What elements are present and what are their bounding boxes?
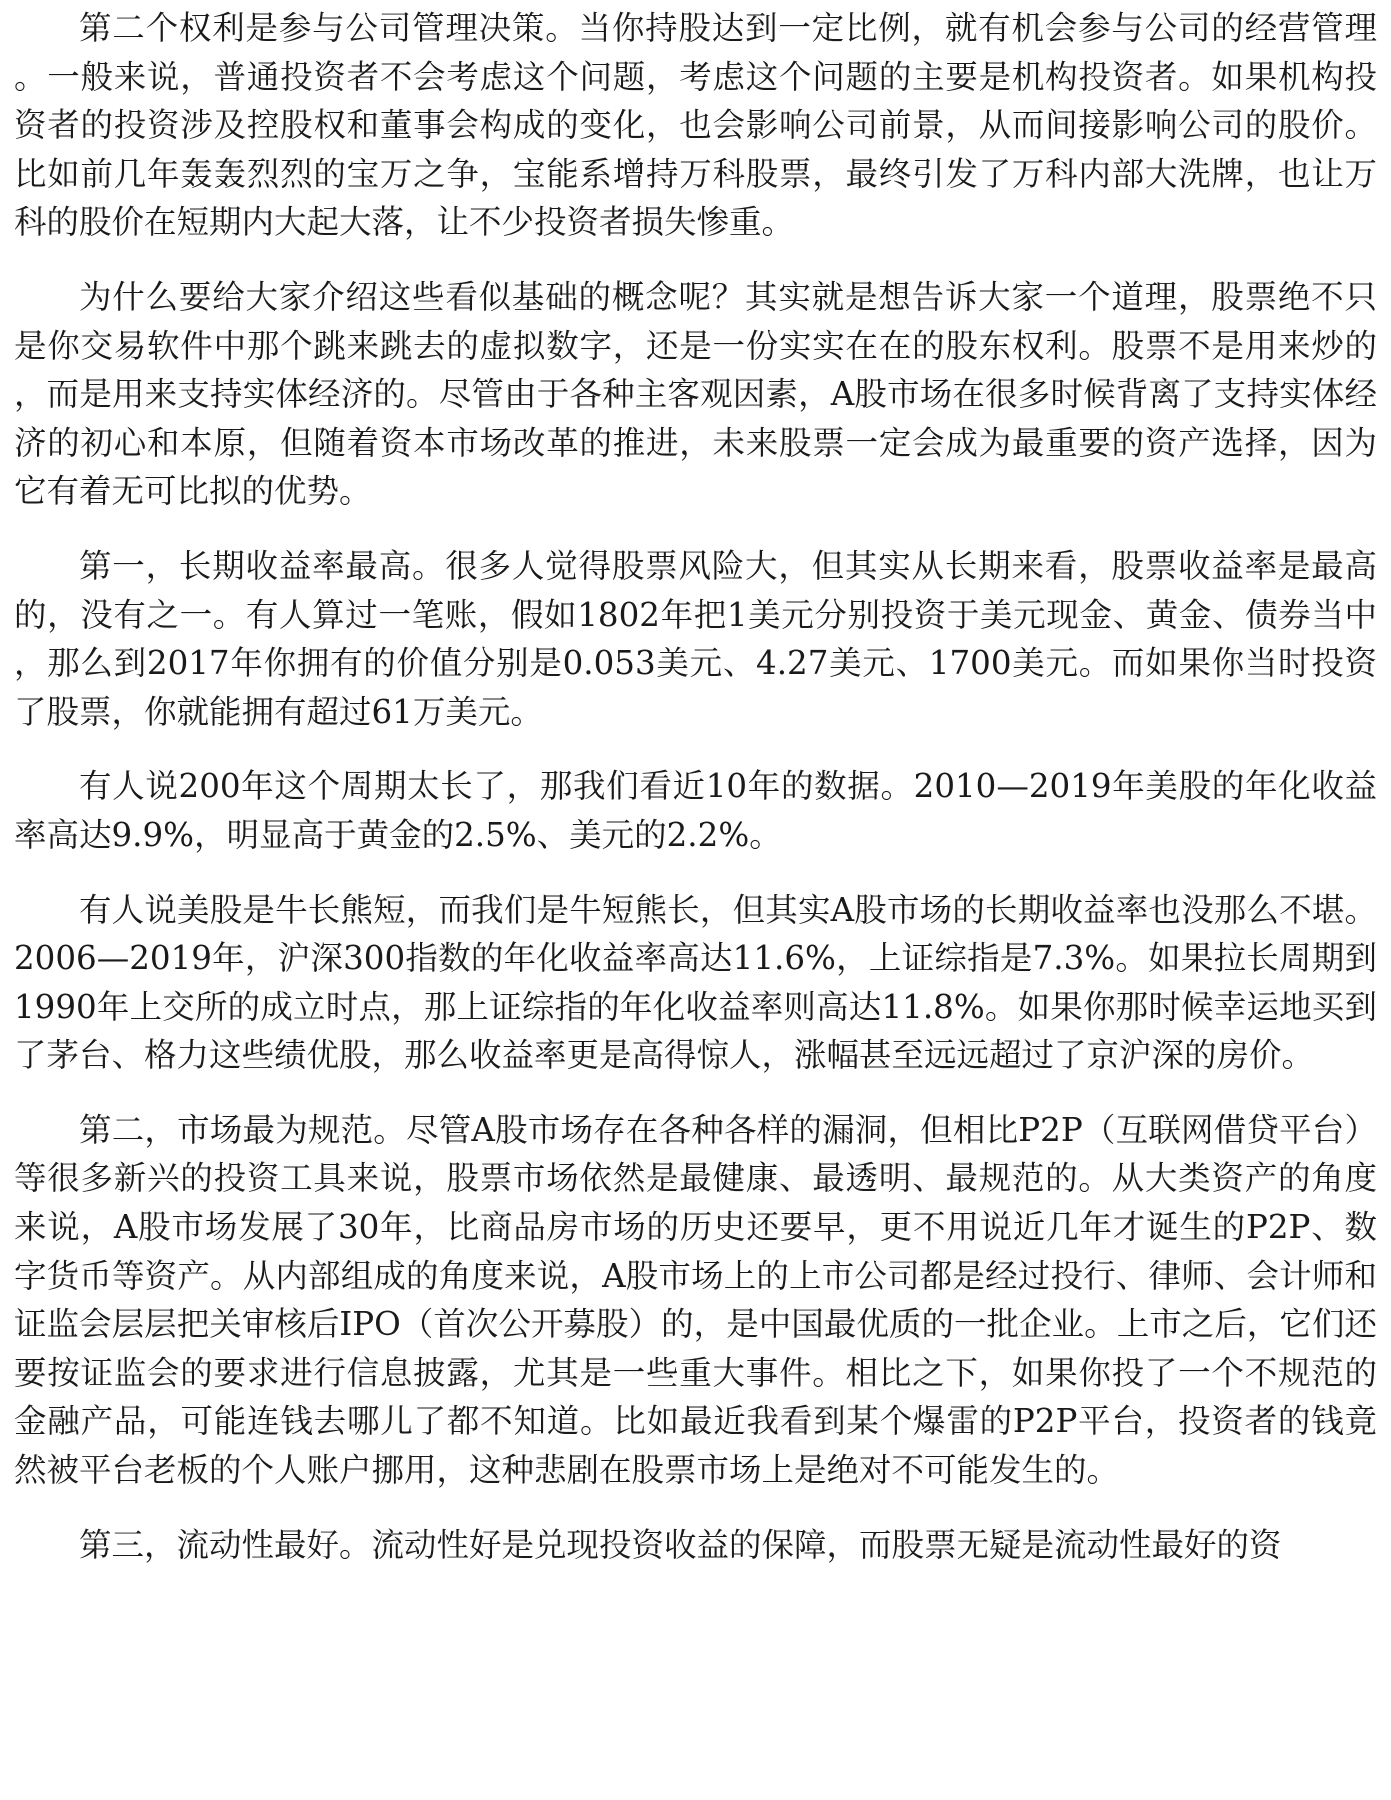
paragraph-second-most-regulated: 第二，市场最为规范。尽管A股市场存在各种各样的漏洞，但相比P2P（互联网借贷平台）等很多新兴的投资工具来说，股票市场依然是最健康、最透明、最规范的。从大类资产的角度来说，A股市场发展了30年，比商品房市场的历史还要早，更不用说近几年才诞生的P2P、数字货币等资产。从内部组成的角度来说，A股市场上的上市公司都是经过投行、律师、会计师和证监会层层把关审核后IPO（首次公开募股）的，是中国最优质的一批企业。上市之后，它们还要按证监会的要求进行信息披露，尤其是一些重大事件。相比之下，如果你投了一个不规范的金融产品，可能连钱去哪儿了都不知道。比如最近我看到某个爆雷的P2P平台，投资者的钱竟然被平台老板的个人账户挪用，这种悲剧在股票市场上是绝对不可能发生的。 xyxy=(14,1110,1377,1490)
paragraph-management-rights: 第二个权利是参与公司管理决策。当你持股达到一定比例，就有机会参与公司的经营管理。一般来说，普通投资者不会考虑这个问题，考虑这个问题的主要是机构投资者。如果机构投资者的投资涉及控股权和董事会构成的变化，也会影响公司前景，从而间接影响公司的股价。比如前几年轰轰烈烈的宝万之争，宝能系增持万科股票，最终引发了万科内部大洗牌，也让万科的股价在短期内大起大落，让不少投资者损失惨重。 xyxy=(14,9,1377,242)
paragraph-first-highest-return: 第一，长期收益率最高。很多人觉得股票风险大，但其实从长期来看，股票收益率是最高的，没有之一。有人算过一笔账，假如1802年把1美元分别投资于美元现金、黄金、债券当中，那么到2017年你拥有的价值分别是0.053美元、4.27美元、1700美元。而如果你当时投资了股票，你就能拥有超过61万美元。 xyxy=(14,546,1377,731)
paragraph-ten-year-data: 有人说200年这个周期太长了，那我们看近10年的数据。2010—2019年美股的年化收益率高达9.9%，明显高于黄金的2.5%、美元的2.2%。 xyxy=(14,767,1377,854)
paragraph-a-share-returns: 有人说美股是牛长熊短，而我们是牛短熊长，但其实A股市场的长期收益率也没那么不堪。2006—2019年，沪深300指数的年化收益率高达11.6%，上证综指是7.3%。如果拉长周期到1990年上交所的成立时点，那上证综指的年化收益率则高达11.8%。如果你那时候幸运地买到了茅台、格力这些绩优股，那么收益率更是高得惊人，涨幅甚至远远超过了京沪深的房价。 xyxy=(14,890,1377,1075)
paragraph-third-liquidity: 第三，流动性最好。流动性好是兑现投资收益的保障，而股票无疑是流动性最好的资 xyxy=(79,1525,1282,1564)
paragraph-why-basics: 为什么要给大家介绍这些看似基础的概念呢？其实就是想告诉大家一个道理，股票绝不只是你交易软件中那个跳来跳去的虚拟数字，还是一份实实在在的股东权利。股票不是用来炒的，而是用来支持实体经济的。尽管由于各种主客观因素，A股市场在很多时候背离了支持实体经济的初心和本原，但随着资本市场改革的推进，未来股票一定会成为最重要的资产选择，因为它有着无可比拟的优势。 xyxy=(14,277,1377,511)
